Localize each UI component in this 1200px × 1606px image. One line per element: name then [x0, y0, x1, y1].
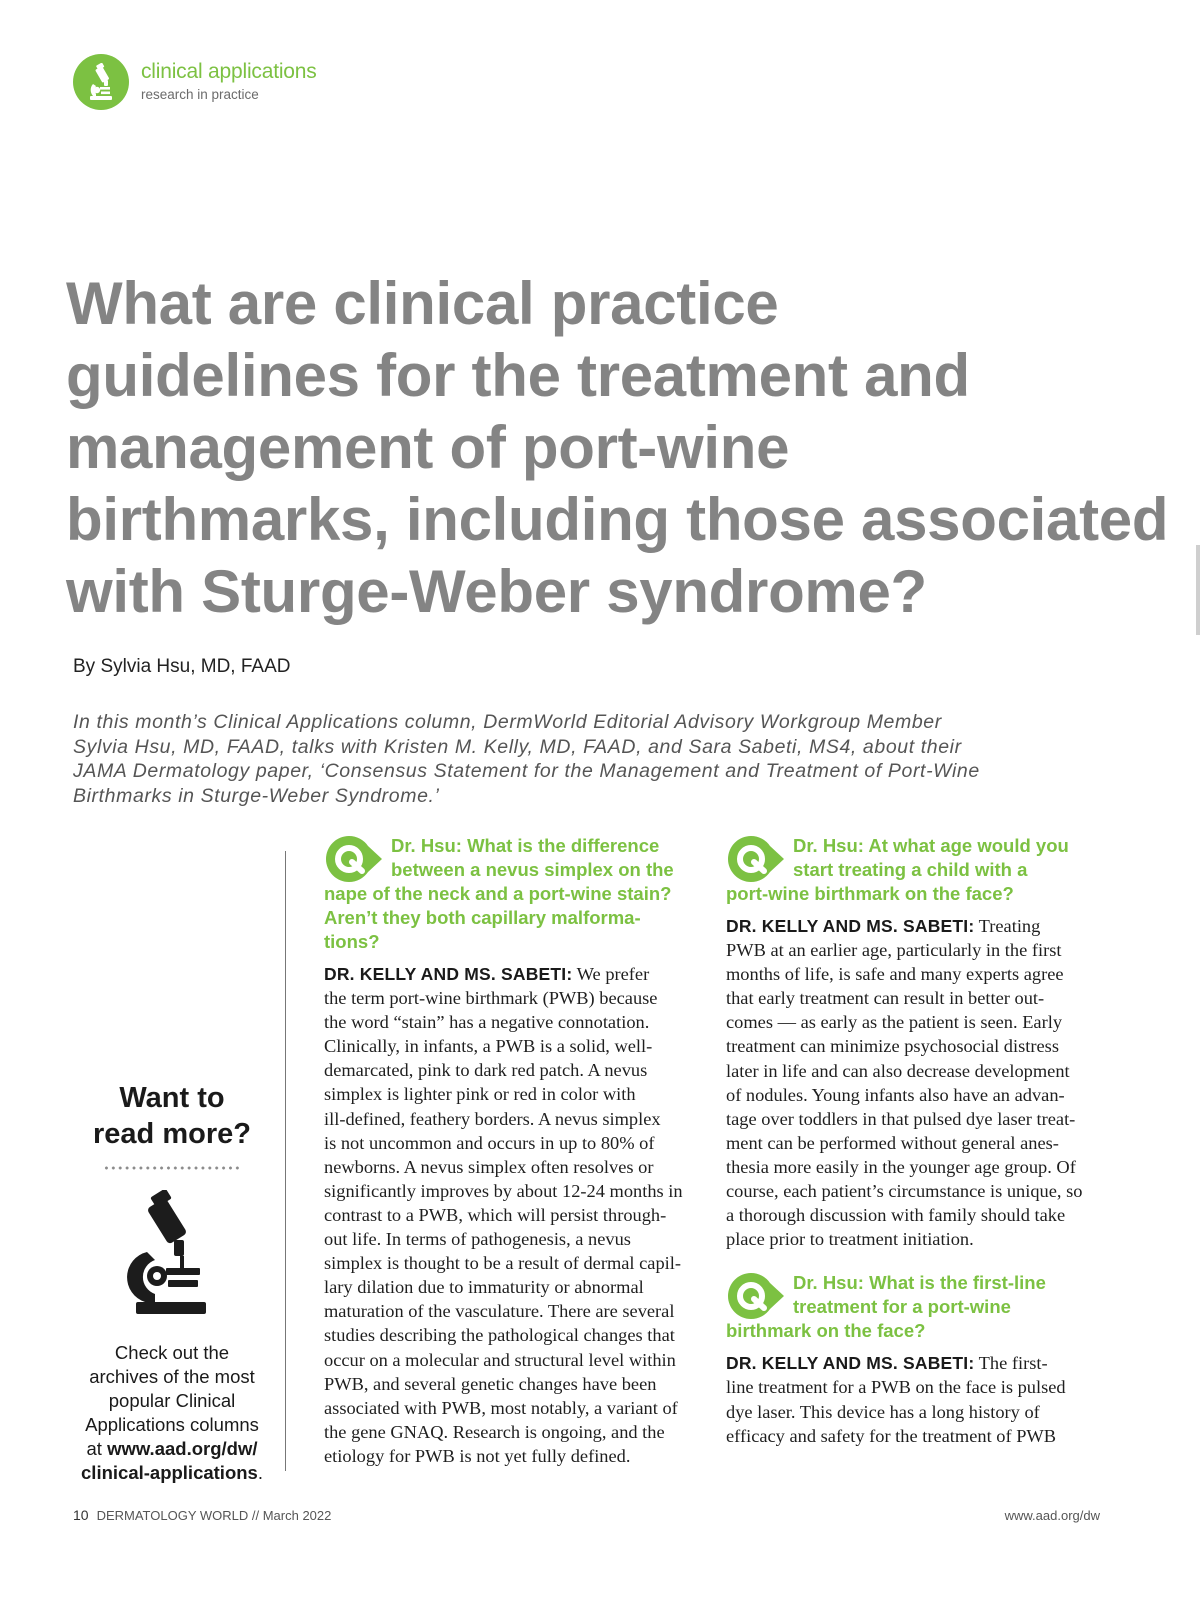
answer-start: The first- — [974, 1353, 1048, 1374]
sidebar-link-line — [72, 1461, 272, 1485]
question-line: birthmark on the face? — [726, 1320, 926, 1342]
answer-line: later in life and can also decrease development — [726, 1060, 1070, 1081]
publication-name: DERMATOLOGY WORLD // March 2022 — [96, 1508, 332, 1523]
answer-line: demarcated, pink to dark red patch. A nevus — [324, 1060, 648, 1081]
answer-line: occur on a molecular and structural level within — [324, 1349, 676, 1370]
question-block — [726, 1271, 1106, 1343]
sidebar-title — [72, 1080, 272, 1152]
answer-line: the term port-wine birthmark (PWB) because — [324, 988, 658, 1009]
sidebar-link-line — [72, 1437, 272, 1461]
answer-line: simplex is lighter pink or red in color with — [324, 1084, 636, 1105]
answer-line: the gene GNAQ. Research is ongoing, and the — [324, 1421, 665, 1442]
archive-link-continued[interactable]: clinical-applications — [81, 1462, 258, 1483]
answer-line — [726, 914, 1106, 938]
question-line: Aren’t they both capillary malforma- — [324, 907, 641, 928]
speaker-label: DR. KELLY AND MS. SABETI: — [324, 964, 573, 984]
answer-line: Clinically, in infants, a PWB is a solid, well- — [324, 1036, 653, 1057]
page-number: 10 — [73, 1507, 89, 1523]
intro-line: JAMA Dermatology paper, ‘Consensus Statement for the Management and Treatment of Port-Wine — [73, 760, 980, 782]
sidebar-line: Applications columns — [85, 1414, 259, 1435]
link-suffix: . — [257, 1462, 263, 1483]
answer-line: associated with PWB, most notably, a variant of — [324, 1397, 678, 1418]
answer-line: that early treatment can result in better out- — [726, 988, 1045, 1009]
question-block — [726, 834, 1106, 906]
question-line: treatment for a port-wine — [793, 1296, 1011, 1318]
headline-line: guidelines for the treatment and — [66, 342, 970, 409]
answer-start: Treating — [974, 916, 1041, 936]
answer-line: newborns. A nevus simplex often resolves or — [324, 1156, 654, 1177]
answer-line: the word “stain” has a negative connotation. — [324, 1012, 650, 1033]
answer-line: studies describing the pathological changes that — [324, 1325, 675, 1346]
answer-line: of nodules. Young infants also have an advan- — [726, 1084, 1065, 1105]
answer-line: a thorough discussion with family should take — [726, 1205, 1066, 1226]
answer-line: etiology for PWB is not yet fully defined. — [324, 1445, 631, 1466]
answer-line: simplex is thought to be a result of dermal capil- — [324, 1253, 682, 1274]
article-headline — [66, 268, 1169, 628]
footer-url[interactable]: www.aad.org/dw — [1004, 1508, 1100, 1523]
answer-line: maturation of the vasculature. There are several — [324, 1301, 675, 1322]
answer-text — [726, 914, 1106, 1251]
question-line: port-wine birthmark on the face? — [726, 883, 1014, 904]
headline-line: with Sturge-Weber syndrome? — [66, 558, 927, 625]
sidebar-body — [72, 1341, 272, 1485]
answer-line — [726, 1351, 1106, 1375]
headline-line: birthmarks, including those associated — [66, 486, 1169, 553]
answer-line: significantly improves by about 12-24 months in — [324, 1180, 683, 1201]
archive-link[interactable]: www.aad.org/dw/ — [107, 1438, 258, 1459]
answer-line: comes — as early as the patient is seen. Early — [726, 1012, 1063, 1033]
question-line: Dr. Hsu: What is the difference — [391, 835, 660, 856]
sidebar-line: archives of the most — [89, 1366, 255, 1387]
intro-line: Sylvia Hsu, MD, FAAD, talks with Kristen M. Kelly, MD, FAAD, and Sara Sabeti, MS4, about their — [73, 735, 962, 758]
question-line: nape of the neck and a port-wine stain? — [324, 883, 672, 904]
answer-line: ment can be performed without general anes- — [726, 1132, 1059, 1153]
question-line: tions? — [324, 931, 380, 952]
answer-line: PWB, and several genetic changes have been — [324, 1373, 657, 1394]
question-bubble-icon — [726, 834, 788, 884]
intro-paragraph — [73, 710, 1083, 808]
headline-line: What are clinical practice — [66, 270, 779, 337]
answer-line: contrast to a PWB, which will persist through- — [324, 1204, 667, 1225]
answer-line: PWB at an earlier age, particularly in the first — [726, 940, 1062, 961]
question-bubble-icon — [324, 834, 386, 884]
question-line: Dr. Hsu: At what age would you — [793, 835, 1069, 856]
answer-start: We prefer — [572, 964, 650, 984]
question-bubble-icon — [726, 1271, 788, 1321]
answer-line — [324, 962, 704, 986]
intro-line: In this month’s Clinical Applications column, DermWorld Editorial Advisory Workgroup Member — [73, 711, 942, 733]
sidebar-line: Check out the — [114, 1342, 230, 1363]
article-column-2 — [726, 834, 1106, 1448]
answer-line: out life. In terms of pathogenesis, a nevus — [324, 1229, 631, 1250]
sidebar-title-line: Want to — [119, 1082, 225, 1114]
section-title: clinical applications — [141, 60, 317, 83]
article-column-1 — [324, 834, 704, 1468]
answer-line: months of life, is safe and many experts agree — [726, 964, 1064, 985]
microscope-icon — [73, 54, 129, 110]
section-header — [73, 54, 317, 110]
sidebar-title-line: read more? — [93, 1118, 251, 1150]
answer-line: ill-defined, feathery borders. A nevus simplex — [324, 1108, 661, 1129]
microscope-icon — [122, 1190, 222, 1320]
dotted-divider — [103, 1166, 241, 1170]
speaker-label: DR. KELLY AND MS. SABETI: — [726, 916, 975, 936]
answer-line: place prior to treatment initiation. — [726, 1229, 974, 1250]
answer-line: thesia more easily in the younger age group. Of — [726, 1156, 1076, 1177]
answer-line: lary dilation due to immaturity or abnormal — [324, 1277, 644, 1298]
question-line: Dr. Hsu: What is the first-line — [793, 1272, 1046, 1294]
question-block — [324, 834, 704, 954]
byline: By Sylvia Hsu, MD, FAAD — [73, 656, 291, 677]
vertical-divider — [285, 851, 286, 1471]
answer-text — [324, 962, 704, 1468]
question-line: start treating a child with a — [793, 859, 1028, 880]
answer-line: tage over toddlers in that pulsed dye laser treat- — [726, 1108, 1076, 1129]
page-footer-left — [73, 1507, 331, 1523]
answer-line: dye laser. This device has a long history of — [726, 1401, 1040, 1422]
read-more-sidebar — [72, 1080, 272, 1485]
answer-line: line treatment for a PWB on the face is pulsed — [726, 1377, 1066, 1398]
link-prefix: at — [86, 1438, 108, 1459]
answer-text — [726, 1351, 1106, 1447]
answer-line: course, each patient’s circumstance is unique, so — [726, 1181, 1083, 1202]
answer-line: is not uncommon and occurs in up to 80% of — [324, 1132, 655, 1153]
speaker-label: DR. KELLY AND MS. SABETI: — [726, 1353, 975, 1374]
question-line: between a nevus simplex on the — [391, 859, 674, 880]
answer-line: efficacy and safety for the treatment of PWB — [726, 1425, 1057, 1446]
intro-line: Birthmarks in Sturge-Weber Syndrome.’ — [73, 784, 440, 807]
section-subtitle: research in practice — [141, 87, 259, 102]
headline-line: management of port-wine — [66, 414, 790, 481]
page-edge-shadow — [1196, 545, 1200, 635]
sidebar-line: popular Clinical — [108, 1390, 236, 1411]
answer-line: treatment can minimize psychosocial distress — [726, 1036, 1059, 1057]
